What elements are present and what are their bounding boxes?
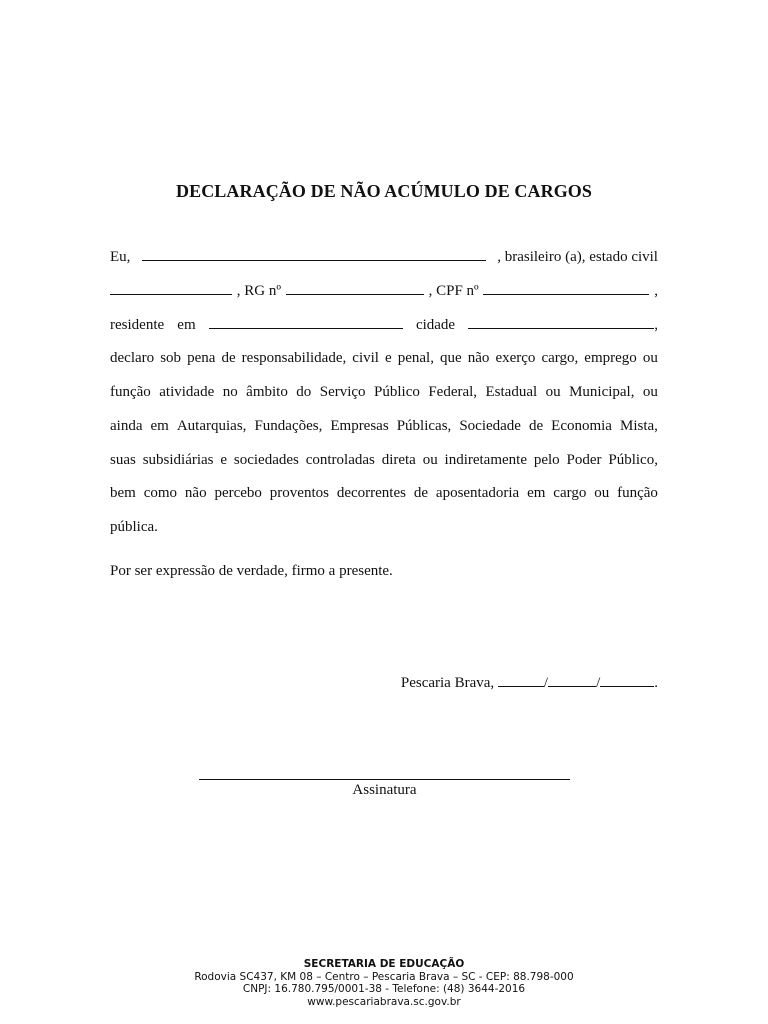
line-end-comma: ,	[654, 316, 658, 333]
city-blank-field[interactable]	[468, 314, 654, 329]
rg-blank-field[interactable]	[286, 280, 424, 295]
footer-address: Rodovia SC437, KM 08 – Centro – Pescaria Brava – SC - CEP: 88.798-000	[194, 970, 574, 983]
word: Público	[374, 384, 420, 400]
signature-label: Assinatura	[352, 782, 417, 798]
city-group	[468, 314, 658, 348]
word: não	[467, 350, 490, 367]
year-blank-field[interactable]	[600, 672, 654, 687]
word: controladas	[305, 451, 375, 468]
word: e	[385, 350, 392, 367]
word: civil	[352, 350, 379, 367]
word: Mista,	[620, 417, 658, 434]
line-end-comma: ,	[654, 282, 658, 299]
word: Serviço	[319, 384, 366, 400]
cidade-label: cidade	[415, 316, 456, 333]
word: direta	[381, 451, 416, 468]
paragraph-line	[110, 381, 658, 415]
word: cargo	[553, 485, 587, 502]
word: que	[440, 350, 462, 367]
word: ou	[642, 350, 658, 367]
civil-status-label: , brasileiro (a), estado civil	[497, 249, 658, 265]
word: penal,	[397, 350, 434, 367]
word: Municipal,	[569, 384, 635, 400]
paragraph-line: pública.	[110, 519, 158, 535]
word: declaro	[110, 350, 155, 367]
word: percebo	[214, 485, 262, 502]
civil-status-blank-field[interactable]	[110, 280, 232, 295]
word: sociedades	[233, 451, 299, 468]
address-blank-field[interactable]	[209, 314, 403, 329]
word: do	[296, 384, 312, 400]
residence-line	[110, 314, 658, 348]
paragraph-line	[110, 482, 658, 516]
em-label: em	[177, 316, 196, 333]
word: como	[143, 485, 178, 502]
document-title: DECLARAÇÃO DE NÃO ACÚMULO DE CARGOS	[175, 181, 593, 201]
word: função	[110, 384, 151, 400]
day-blank-field[interactable]	[498, 672, 544, 687]
word: sob	[160, 350, 182, 367]
paragraph-line	[110, 415, 658, 449]
word: suas	[110, 451, 136, 468]
word: Sociedade	[459, 417, 521, 434]
cpf-label: , CPF nº	[428, 282, 479, 299]
name-blank-field[interactable]	[142, 246, 486, 261]
word: atividade	[159, 384, 215, 400]
name-line	[110, 246, 658, 280]
word: bem	[110, 485, 136, 502]
word: Poder	[566, 451, 602, 468]
word: de	[528, 417, 544, 434]
word: pelo	[533, 451, 560, 468]
word: ou	[545, 384, 561, 400]
word: responsabilidade,	[241, 350, 347, 367]
word: exerço	[495, 350, 536, 367]
word: Federal,	[428, 384, 478, 400]
page-footer	[0, 958, 768, 1008]
word: e	[220, 451, 228, 468]
signature-line[interactable]	[199, 779, 570, 780]
word: no	[222, 384, 238, 400]
residente-label: residente	[110, 316, 165, 333]
date-end: .	[654, 675, 658, 691]
word: função	[617, 485, 658, 502]
word: ou	[594, 485, 610, 502]
word: Economia	[551, 417, 612, 434]
word: proventos	[269, 485, 329, 502]
word: Empresas	[330, 417, 389, 434]
word: Fundações,	[254, 417, 323, 434]
closing-statement: Por ser expressão de verdade, firmo a presente.	[110, 563, 393, 579]
word: indiretamente	[444, 451, 527, 468]
footer-department: SECRETARIA DE EDUCAÇÃO	[303, 958, 465, 970]
date-separator: /	[596, 675, 601, 691]
word: âmbito	[246, 384, 288, 400]
word: em	[150, 417, 169, 434]
word: subsidiárias	[142, 451, 214, 468]
word: ou	[422, 451, 438, 468]
word: emprego	[584, 350, 637, 367]
word: Autarquias,	[176, 417, 247, 434]
paragraph-line	[110, 347, 658, 381]
documents-line	[110, 280, 658, 314]
paragraph-line	[110, 449, 658, 483]
word: aposentadoria	[435, 485, 520, 502]
word: de	[221, 350, 236, 367]
word: em	[527, 485, 546, 502]
declaration-body	[110, 246, 658, 550]
word: de	[413, 485, 429, 502]
footer-contact: CNPJ: 16.780.795/0001-38 - Telefone: (48) 3644-2016	[242, 983, 526, 995]
word: não	[184, 485, 207, 502]
rg-label: , RG nº	[236, 282, 282, 299]
word: cargo,	[541, 350, 579, 367]
word: ainda	[110, 417, 143, 434]
place-label: Pescaria Brava,	[400, 675, 498, 691]
cpf-blank-field[interactable]	[483, 280, 649, 295]
word: Estadual	[485, 384, 538, 400]
word: Públicas,	[396, 417, 452, 434]
eu-label: Eu,	[110, 249, 131, 265]
date-separator: /	[543, 675, 549, 691]
month-blank-field[interactable]	[548, 672, 596, 687]
word: Público,	[608, 451, 658, 468]
place-date-line	[401, 672, 658, 692]
footer-website: www.pescariabrava.sc.gov.br	[307, 995, 461, 1008]
word: decorrentes	[336, 485, 406, 502]
word: ou	[642, 384, 658, 400]
word: pena	[187, 350, 216, 367]
